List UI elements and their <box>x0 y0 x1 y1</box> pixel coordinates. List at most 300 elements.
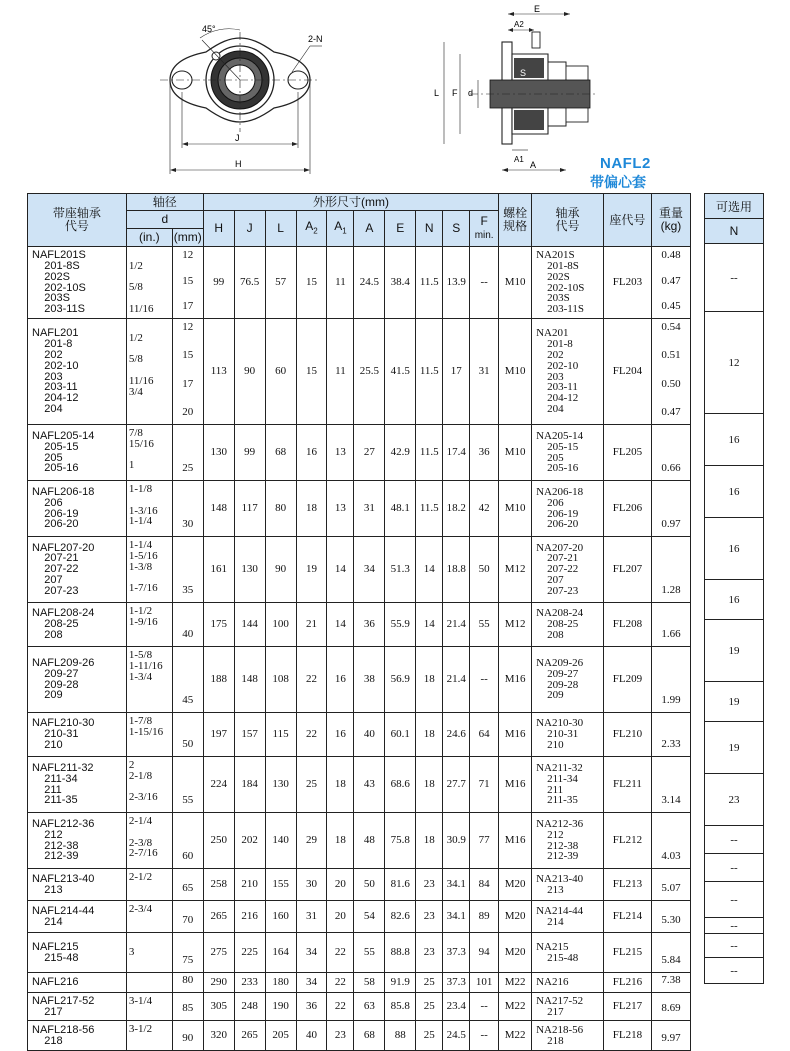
dim-n-cell: 25 <box>416 993 443 1021</box>
dim-j-cell: 202 <box>234 813 265 869</box>
seat-cell: FL210 <box>603 713 651 757</box>
mm-cell <box>172 647 203 713</box>
mm-value: 45 <box>182 694 194 707</box>
inch-cell: 3 <box>126 933 172 973</box>
weight-value: 0.51 <box>661 349 681 362</box>
optional-n-cell: -- <box>705 958 764 984</box>
weight-cell <box>651 537 690 603</box>
dim-a1-cell: 22 <box>327 993 354 1021</box>
holes-label: 2-N <box>308 34 323 44</box>
weight-cell <box>651 647 690 713</box>
inch-cell: 3-1/4 <box>126 993 172 1021</box>
dim-j-label: J <box>235 133 240 143</box>
dim-f-cell: 101 <box>470 973 499 993</box>
table-row <box>28 537 691 603</box>
dim-h-label: H <box>235 159 242 169</box>
dim-n-cell: 18 <box>416 757 443 813</box>
mm-cell <box>172 537 203 603</box>
seat-cell: FL208 <box>603 603 651 647</box>
dim-e-cell: 88.8 <box>385 933 416 973</box>
bolt-cell: M16 <box>499 713 532 757</box>
seat-cell: FL215 <box>603 933 651 973</box>
inch-cell: 2 2-1/8 2-3/16 <box>126 757 172 813</box>
dim-a1-cell: 11 <box>327 319 354 425</box>
mm-cell <box>172 603 203 647</box>
dim-e-label: E <box>534 4 541 14</box>
model-cell: NAFL201 201-8 202 202-10 203 203-11 204-12 204 <box>28 319 127 425</box>
optional-n-cell: -- <box>705 882 764 918</box>
dim-a-cell: 24.5 <box>354 247 385 319</box>
dim-e-cell: 56.9 <box>385 647 416 713</box>
dim-h-cell: 188 <box>203 647 234 713</box>
inch-cell: 1-1/2 1-9/16 <box>126 603 172 647</box>
dim-a1-cell: 16 <box>327 713 354 757</box>
optional-n-cell: -- <box>705 918 764 934</box>
seat-cell: FL217 <box>603 993 651 1021</box>
dim-s-label: S <box>520 68 527 78</box>
dim-a2-cell: 34 <box>296 933 327 973</box>
weight-value: 1.99 <box>661 694 681 707</box>
table-row <box>28 481 691 537</box>
dim-a2-cell: 15 <box>296 247 327 319</box>
dim-j-cell: 148 <box>234 647 265 713</box>
bolt-cell: M10 <box>499 481 532 537</box>
weight-value: 8.69 <box>661 1002 681 1015</box>
dim-s-cell: 21.4 <box>443 603 470 647</box>
mm-value: 65 <box>182 882 194 895</box>
bearing-cell: NA215 215-48 <box>532 933 604 973</box>
model-cell: NAFL207-20 207-21 207-22 207 207-23 <box>28 537 127 603</box>
weight-cell <box>651 901 690 933</box>
dim-h-cell: 275 <box>203 933 234 973</box>
optional-row <box>705 312 764 414</box>
dim-s-cell: 34.1 <box>443 869 470 901</box>
weight-cell <box>651 1021 690 1051</box>
dim-j-cell: 130 <box>234 537 265 603</box>
weight-value: 3.14 <box>661 794 681 807</box>
table-row <box>28 647 691 713</box>
dim-e-cell: 42.9 <box>385 425 416 481</box>
optional-n-cell: 23 <box>705 774 764 826</box>
header-d: d <box>126 211 203 229</box>
dim-s-cell: 17.4 <box>443 425 470 481</box>
optional-n-cell: 19 <box>705 620 764 682</box>
dim-s-cell: 37.3 <box>443 973 470 993</box>
dim-j-cell: 216 <box>234 901 265 933</box>
bearing-cell: NA213-40 213 <box>532 869 604 901</box>
weight-cell <box>651 933 690 973</box>
model-cell: NAFL218-56 218 <box>28 1021 127 1051</box>
optional-row <box>705 918 764 934</box>
optional-title: 可选用 <box>705 194 764 219</box>
model-cell: NAFL210-30 210-31 210 <box>28 713 127 757</box>
dim-a-cell: 68 <box>354 1021 385 1051</box>
bearing-cell: NA217-52 217 <box>532 993 604 1021</box>
mm-value: 12 <box>182 321 194 333</box>
optional-row <box>705 882 764 918</box>
dim-a1-cell: 22 <box>327 973 354 993</box>
optional-row <box>705 854 764 882</box>
dim-a-cell: 27 <box>354 425 385 481</box>
weight-cell <box>651 425 690 481</box>
header-col-j: J <box>234 211 265 247</box>
mm-cell <box>172 973 203 993</box>
dim-a1-cell: 11 <box>327 247 354 319</box>
dim-a1-cell: 22 <box>327 933 354 973</box>
dim-a1-cell: 18 <box>327 813 354 869</box>
dim-h-cell: 130 <box>203 425 234 481</box>
bearing-cell: NA212-36 212 212-38 212-39 <box>532 813 604 869</box>
dim-l-cell: 80 <box>265 481 296 537</box>
optional-n-cell: 19 <box>705 682 764 722</box>
dim-h-cell: 250 <box>203 813 234 869</box>
series-title <box>590 155 710 192</box>
dim-s-cell: 21.4 <box>443 647 470 713</box>
mm-cell <box>172 425 203 481</box>
mm-cell <box>172 713 203 757</box>
dim-s-cell: 24.5 <box>443 1021 470 1051</box>
dim-l-label: L <box>434 88 440 98</box>
dim-f-cell: 36 <box>470 425 499 481</box>
optional-col-n: N <box>705 219 764 244</box>
dim-f-cell: 64 <box>470 713 499 757</box>
header-col-s: S <box>443 211 470 247</box>
weight-value: 0.45 <box>661 300 681 313</box>
dim-a-cell: 34 <box>354 537 385 603</box>
optional-row <box>705 580 764 620</box>
dim-e-cell: 85.8 <box>385 993 416 1021</box>
dim-s-cell: 24.6 <box>443 713 470 757</box>
dim-s-cell: 17 <box>443 319 470 425</box>
optional-row <box>705 244 764 312</box>
header-bolt: 螺栓 规格 <box>499 194 532 247</box>
bearing-cell: NA207-20 207-21 207-22 207 207-23 <box>532 537 604 603</box>
dim-n-cell: 25 <box>416 973 443 993</box>
header-inch: (in.) <box>126 229 172 247</box>
dim-f-cell: 94 <box>470 933 499 973</box>
weight-value: 5.30 <box>661 914 681 927</box>
bolt-cell: M10 <box>499 425 532 481</box>
dim-a1-cell: 13 <box>327 425 354 481</box>
header-seat: 座代号 <box>603 194 651 247</box>
mm-value: 90 <box>182 1032 194 1045</box>
dim-e-cell: 75.8 <box>385 813 416 869</box>
bearing-cell: NA201S 201-8S 202S 202-10S 203S 203-11S <box>532 247 604 319</box>
seat-cell: FL213 <box>603 869 651 901</box>
weight-cell <box>651 993 690 1021</box>
dim-e-cell: 38.4 <box>385 247 416 319</box>
dim-a2-cell: 36 <box>296 993 327 1021</box>
dim-a-cell: 36 <box>354 603 385 647</box>
dim-s-cell: 18.8 <box>443 537 470 603</box>
dim-e-cell: 91.9 <box>385 973 416 993</box>
bolt-cell: M20 <box>499 933 532 973</box>
dim-n-cell: 23 <box>416 869 443 901</box>
dim-j-cell: 117 <box>234 481 265 537</box>
mm-value: 40 <box>182 628 194 641</box>
weight-value: 0.48 <box>661 249 681 261</box>
bolt-cell: M22 <box>499 1021 532 1051</box>
bearing-cell: NA201 201-8 202 202-10 203 203-11 204-12 204 <box>532 319 604 425</box>
optional-n-cell: 16 <box>705 580 764 620</box>
seat-cell: FL218 <box>603 1021 651 1051</box>
dim-l-cell: 90 <box>265 537 296 603</box>
optional-n-cell: 16 <box>705 518 764 580</box>
model-cell: NAFL211-32 211-34 211 211-35 <box>28 757 127 813</box>
optional-row <box>705 682 764 722</box>
mm-value: 15 <box>182 274 194 287</box>
dim-j-cell: 144 <box>234 603 265 647</box>
table-row <box>28 757 691 813</box>
mm-cell <box>172 319 203 425</box>
dim-h-cell: 224 <box>203 757 234 813</box>
inch-cell: 1/2 5/8 11/16 <box>126 247 172 319</box>
table-row <box>28 319 691 425</box>
mm-cell <box>172 901 203 933</box>
dim-n-cell: 18 <box>416 713 443 757</box>
table-row <box>28 247 691 319</box>
dim-e-cell: 60.1 <box>385 713 416 757</box>
dim-a-cell: 50 <box>354 869 385 901</box>
header-col-f: F min. <box>470 211 499 247</box>
mm-value: 50 <box>182 738 194 751</box>
model-cell: NAFL214-44 214 <box>28 901 127 933</box>
model-cell: NAFL212-36 212 212-38 212-39 <box>28 813 127 869</box>
dim-e-cell: 48.1 <box>385 481 416 537</box>
optional-row <box>705 414 764 466</box>
dim-f-cell: -- <box>470 647 499 713</box>
weight-value: 5.07 <box>661 882 681 895</box>
mm-value: 80 <box>182 974 194 987</box>
dim-a-cell: 31 <box>354 481 385 537</box>
dim-a1-label: A1 <box>514 155 524 164</box>
series-code: NAFL2 <box>600 155 651 172</box>
dim-s-cell: 13.9 <box>443 247 470 319</box>
table-row <box>28 425 691 481</box>
front-view-drawing <box>140 12 340 180</box>
bolt-cell: M16 <box>499 757 532 813</box>
dim-f-label: F <box>452 88 458 98</box>
seat-cell: FL204 <box>603 319 651 425</box>
dim-n-cell: 18 <box>416 813 443 869</box>
header-col-l: L <box>265 211 296 247</box>
dim-f-cell: -- <box>470 247 499 319</box>
dim-f-cell: 55 <box>470 603 499 647</box>
dim-a2-cell: 22 <box>296 647 327 713</box>
mm-value: 15 <box>182 349 194 362</box>
dim-e-cell: 68.6 <box>385 757 416 813</box>
dim-l-cell: 130 <box>265 757 296 813</box>
mm-value: 35 <box>182 584 194 597</box>
dim-a-cell: 43 <box>354 757 385 813</box>
seat-cell: FL209 <box>603 647 651 713</box>
dim-l-cell: 140 <box>265 813 296 869</box>
dim-f-cell: 89 <box>470 901 499 933</box>
dim-a1-cell: 23 <box>327 1021 354 1051</box>
weight-cell <box>651 973 690 993</box>
inch-cell: 2-1/4 2-3/8 2-7/16 <box>126 813 172 869</box>
dim-a2-cell: 31 <box>296 901 327 933</box>
dim-l-cell: 57 <box>265 247 296 319</box>
dim-s-cell: 18.2 <box>443 481 470 537</box>
weight-value: 1.66 <box>661 628 681 641</box>
mm-cell <box>172 993 203 1021</box>
inch-cell: 1/2 5/8 11/16 3/4 <box>126 319 172 425</box>
dim-l-cell: 108 <box>265 647 296 713</box>
dim-l-cell: 100 <box>265 603 296 647</box>
dim-s-cell: 37.3 <box>443 933 470 973</box>
model-cell: NAFL213-40 213 <box>28 869 127 901</box>
dim-a1-cell: 14 <box>327 603 354 647</box>
model-cell: NAFL215 215-48 <box>28 933 127 973</box>
dim-n-cell: 25 <box>416 1021 443 1051</box>
dim-l-cell: 115 <box>265 713 296 757</box>
dim-h-cell: 161 <box>203 537 234 603</box>
bolt-cell: M22 <box>499 993 532 1021</box>
dim-h-cell: 148 <box>203 481 234 537</box>
table-row <box>28 1021 691 1051</box>
dim-j-cell: 225 <box>234 933 265 973</box>
dim-n-cell: 18 <box>416 647 443 713</box>
bolt-cell: M20 <box>499 901 532 933</box>
dim-e-cell: 88 <box>385 1021 416 1051</box>
dim-a-cell: 38 <box>354 647 385 713</box>
inch-cell: 3-1/2 <box>126 1021 172 1051</box>
header-col-a1: $A_1$ <box>327 211 354 247</box>
seat-cell: FL205 <box>603 425 651 481</box>
optional-n-cell: 19 <box>705 722 764 774</box>
dim-j-cell: 248 <box>234 993 265 1021</box>
optional-n-cell: -- <box>705 244 764 312</box>
bolt-cell: M10 <box>499 319 532 425</box>
dim-l-cell: 190 <box>265 993 296 1021</box>
weight-value: 1.28 <box>661 584 681 597</box>
dim-a2-cell: 19 <box>296 537 327 603</box>
dim-s-cell: 30.9 <box>443 813 470 869</box>
dim-a2-cell: 18 <box>296 481 327 537</box>
dim-l-cell: 60 <box>265 319 296 425</box>
optional-n-cell: -- <box>705 854 764 882</box>
dim-a2-cell: 16 <box>296 425 327 481</box>
dim-a-cell: 40 <box>354 713 385 757</box>
mm-value: 25 <box>182 462 194 475</box>
weight-value: 5.84 <box>661 954 681 967</box>
dim-f-cell: 50 <box>470 537 499 603</box>
dim-a-cell: 58 <box>354 973 385 993</box>
optional-n-cell: 16 <box>705 466 764 518</box>
dim-l-cell: 155 <box>265 869 296 901</box>
dim-h-cell: 258 <box>203 869 234 901</box>
dim-l-cell: 205 <box>265 1021 296 1051</box>
model-cell: NAFL209-26 209-27 209-28 209 <box>28 647 127 713</box>
dim-j-cell: 99 <box>234 425 265 481</box>
inch-cell: 2-3/4 <box>126 901 172 933</box>
dim-a-cell: 55 <box>354 933 385 973</box>
header-col-a2: $A_2$ <box>296 211 327 247</box>
weight-cell <box>651 757 690 813</box>
weight-value: 0.66 <box>661 462 681 475</box>
header-mm: (mm) <box>172 229 203 247</box>
bearing-cell: NA210-30 210-31 210 <box>532 713 604 757</box>
dim-h-cell: 320 <box>203 1021 234 1051</box>
dim-a1-cell: 20 <box>327 901 354 933</box>
dim-a2-cell: 21 <box>296 603 327 647</box>
dim-a2-cell: 29 <box>296 813 327 869</box>
dim-a2-label: A2 <box>514 20 524 29</box>
dim-l-cell: 68 <box>265 425 296 481</box>
mm-value: 75 <box>182 954 194 967</box>
inch-cell: 1-7/8 1-15/16 <box>126 713 172 757</box>
dim-e-cell: 55.9 <box>385 603 416 647</box>
weight-cell <box>651 319 690 425</box>
dim-f-cell: 71 <box>470 757 499 813</box>
optional-n-cell: -- <box>705 934 764 958</box>
dim-a2-cell: 22 <box>296 713 327 757</box>
dim-a1-cell: 18 <box>327 757 354 813</box>
weight-value: 0.47 <box>661 406 681 419</box>
dim-l-cell: 164 <box>265 933 296 973</box>
dim-n-cell: 23 <box>416 933 443 973</box>
bolt-cell: M22 <box>499 973 532 993</box>
model-cell: NAFL201S 201-8S 202S 202-10S 203S 203-11S <box>28 247 127 319</box>
bolt-cell: M20 <box>499 869 532 901</box>
weight-cell <box>651 481 690 537</box>
dim-h-cell: 99 <box>203 247 234 319</box>
bolt-cell: M10 <box>499 247 532 319</box>
seat-cell: FL207 <box>603 537 651 603</box>
header-weight: 重量 (kg) <box>651 194 690 247</box>
bearing-cell: NA206-18 206 206-19 206-20 <box>532 481 604 537</box>
table-row <box>28 993 691 1021</box>
header-col-e: E <box>385 211 416 247</box>
mm-value: 55 <box>182 794 194 807</box>
dim-n-cell: 23 <box>416 901 443 933</box>
dim-j-cell: 90 <box>234 319 265 425</box>
seat-cell: FL206 <box>603 481 651 537</box>
optional-row <box>705 620 764 682</box>
seat-cell: FL212 <box>603 813 651 869</box>
dim-s-cell: 23.4 <box>443 993 470 1021</box>
dim-a-cell: 25.5 <box>354 319 385 425</box>
optional-row <box>705 722 764 774</box>
optional-row <box>705 826 764 854</box>
dim-h-cell: 175 <box>203 603 234 647</box>
dim-a2-cell: 30 <box>296 869 327 901</box>
weight-value: 0.54 <box>661 321 681 333</box>
series-subtitle: 带偏心套 <box>590 174 646 190</box>
dim-a1-cell: 16 <box>327 647 354 713</box>
model-cell: NAFL216 <box>28 973 127 993</box>
dim-f-cell: 31 <box>470 319 499 425</box>
weight-value: 0.97 <box>661 518 681 531</box>
header-model: 带座轴承 代号 <box>28 194 127 247</box>
seat-cell: FL216 <box>603 973 651 993</box>
header-col-h: H <box>203 211 234 247</box>
header-col-n: N <box>416 211 443 247</box>
mm-cell <box>172 1021 203 1051</box>
mm-cell <box>172 869 203 901</box>
header-col-a: A <box>354 211 385 247</box>
mm-value: 17 <box>182 300 194 313</box>
seat-cell: FL203 <box>603 247 651 319</box>
weight-cell <box>651 813 690 869</box>
mm-value: 30 <box>182 518 194 531</box>
dim-e-cell: 81.6 <box>385 869 416 901</box>
dim-a-cell: 54 <box>354 901 385 933</box>
mm-cell <box>172 933 203 973</box>
model-cell: NAFL206-18 206 206-19 206-20 <box>28 481 127 537</box>
optional-n-cell: -- <box>705 826 764 854</box>
